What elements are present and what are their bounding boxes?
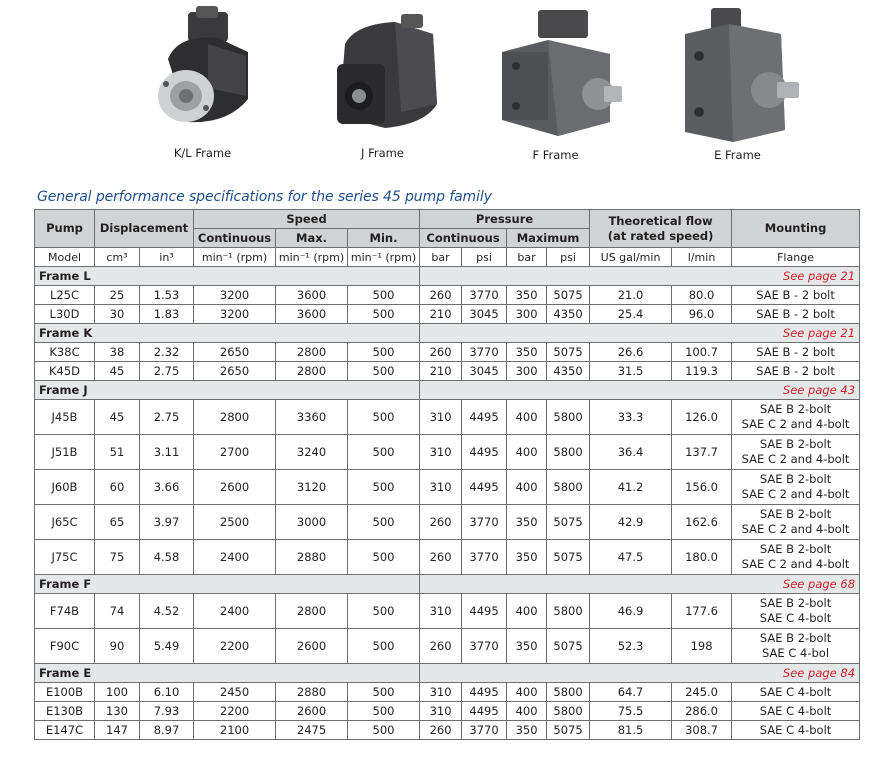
frame-row (35, 324, 860, 343)
cell-in3: 4.52 (140, 594, 194, 629)
cell-in3: 1.83 (140, 305, 194, 324)
cell-model: E130B (35, 702, 95, 721)
cell-gal: 25.4 (590, 305, 672, 324)
cell-psi2: 5800 (547, 470, 590, 505)
see-page-link[interactable]: See page 43 (420, 381, 860, 400)
cell-min: 500 (348, 362, 420, 381)
frame-row (35, 575, 860, 594)
cell-cont: 2650 (194, 362, 276, 381)
cell-bar2: 400 (507, 400, 547, 435)
flange-line: SAE C 4-bolt (759, 722, 832, 737)
unit-rpm-cont: min⁻¹ (rpm) (194, 248, 276, 267)
cell-bar2: 350 (507, 540, 547, 575)
cell-max: 3600 (276, 305, 348, 324)
header-flow-sub: (at rated speed) (607, 228, 714, 243)
cell-flange (732, 721, 860, 740)
cell-psi1: 3770 (462, 721, 507, 740)
header-speed-min: Min. (348, 229, 420, 248)
cell-flange (732, 343, 860, 362)
cell-gal: 64.7 (590, 683, 672, 702)
cell-l: 286.0 (672, 702, 732, 721)
cell-bar2: 400 (507, 470, 547, 505)
cell-cont: 2200 (194, 629, 276, 664)
cell-cm3: 74 (95, 594, 140, 629)
cell-min: 500 (348, 343, 420, 362)
unit-psi-cont: psi (462, 248, 507, 267)
table-row (35, 594, 860, 629)
pump-caption: J Frame (361, 146, 404, 160)
cell-cm3: 90 (95, 629, 140, 664)
cell-l: 100.7 (672, 343, 732, 362)
cell-psi2: 5800 (547, 435, 590, 470)
cell-bar2: 400 (507, 702, 547, 721)
cell-bar1: 310 (420, 683, 462, 702)
unit-flange: Flange (732, 248, 860, 267)
cell-min: 500 (348, 629, 420, 664)
cell-bar2: 400 (507, 594, 547, 629)
cell-gal: 52.3 (590, 629, 672, 664)
cell-cm3: 38 (95, 343, 140, 362)
flange-line: SAE B 2-bolt (759, 402, 832, 416)
cell-l: 180.0 (672, 540, 732, 575)
cell-cont: 3200 (194, 305, 276, 324)
cell-min: 500 (348, 400, 420, 435)
unit-rpm-max: min⁻¹ (rpm) (276, 248, 348, 267)
table-row (35, 435, 860, 470)
unit-psi-max: psi (547, 248, 590, 267)
cell-cont: 2600 (194, 470, 276, 505)
see-page-link[interactable]: See page 21 (420, 267, 860, 286)
cell-cm3: 30 (95, 305, 140, 324)
header-flow-title: Theoretical flow (608, 213, 713, 228)
cell-max: 2475 (276, 721, 348, 740)
flange-line: SAE B - 2 bolt (756, 306, 835, 321)
flange-line: SAE B 2-bolt (759, 472, 832, 486)
header-displacement: Displacement (95, 210, 194, 248)
cell-psi1: 4495 (462, 594, 507, 629)
header-speed-max: Max. (276, 229, 348, 248)
cell-cont: 2450 (194, 683, 276, 702)
cell-in3: 2.32 (140, 343, 194, 362)
cell-in3: 6.10 (140, 683, 194, 702)
cell-max: 2600 (276, 629, 348, 664)
cell-bar2: 350 (507, 629, 547, 664)
unit-usgal: US gal/min (590, 248, 672, 267)
flange-line: SAE C 2 and 4-bolt (741, 522, 850, 536)
cell-bar2: 300 (507, 362, 547, 381)
cell-gal: 36.4 (590, 435, 672, 470)
cell-cont: 2800 (194, 400, 276, 435)
cell-in3: 5.49 (140, 629, 194, 664)
frame-row (35, 664, 860, 683)
table-heading: General performance specifications for the series 45 pump family (37, 189, 492, 205)
cell-psi1: 4495 (462, 435, 507, 470)
cell-cont: 2500 (194, 505, 276, 540)
frame-name: Frame K (35, 324, 420, 343)
cell-max: 3120 (276, 470, 348, 505)
flange-line: SAE B 2-bolt (759, 542, 832, 556)
cell-min: 500 (348, 540, 420, 575)
cell-in3: 4.58 (140, 540, 194, 575)
cell-l: 126.0 (672, 400, 732, 435)
cell-bar2: 400 (507, 683, 547, 702)
cell-psi1: 4495 (462, 470, 507, 505)
frame-name: Frame E (35, 664, 420, 683)
cell-cont: 2650 (194, 343, 276, 362)
cell-psi2: 5075 (547, 343, 590, 362)
kl-frame-pump (140, 4, 265, 160)
cell-max: 2880 (276, 540, 348, 575)
cell-psi2: 5075 (547, 505, 590, 540)
cell-in3: 7.93 (140, 702, 194, 721)
cell-psi1: 3045 (462, 305, 507, 324)
cell-psi1: 3770 (462, 286, 507, 305)
cell-min: 500 (348, 470, 420, 505)
header-speed: Speed (194, 210, 420, 229)
flange-line: SAE B 2-bolt (759, 507, 832, 521)
cell-max: 2800 (276, 343, 348, 362)
cell-flange (732, 400, 860, 435)
frame-name: Frame F (35, 575, 420, 594)
header-pressure: Pressure (420, 210, 590, 229)
cell-gal: 41.2 (590, 470, 672, 505)
cell-flange (732, 629, 860, 664)
table-row (35, 629, 860, 664)
table-row (35, 540, 860, 575)
flange-line: SAE B - 2 bolt (756, 344, 835, 359)
pump-images-row (0, 0, 887, 185)
cell-bar1: 310 (420, 470, 462, 505)
frame-name: Frame L (35, 267, 420, 286)
cell-bar1: 260 (420, 505, 462, 540)
cell-psi2: 5800 (547, 683, 590, 702)
cell-model: L25C (35, 286, 95, 305)
cell-psi2: 5075 (547, 629, 590, 664)
cell-model: J45B (35, 400, 95, 435)
table-row (35, 470, 860, 505)
frame-row (35, 381, 860, 400)
table-row (35, 505, 860, 540)
cell-model: K45D (35, 362, 95, 381)
cell-cm3: 100 (95, 683, 140, 702)
cell-model: E100B (35, 683, 95, 702)
cell-cm3: 130 (95, 702, 140, 721)
cell-max: 2600 (276, 702, 348, 721)
cell-l: 119.3 (672, 362, 732, 381)
cell-l: 198 (672, 629, 732, 664)
pump-caption: E Frame (714, 148, 761, 162)
cell-l: 80.0 (672, 286, 732, 305)
cell-bar2: 350 (507, 343, 547, 362)
cell-min: 500 (348, 286, 420, 305)
see-page-link[interactable]: See page 68 (420, 575, 860, 594)
flange-line: SAE C 4-bolt (759, 611, 832, 625)
cell-l: 245.0 (672, 683, 732, 702)
unit-rpm-min: min⁻¹ (rpm) (348, 248, 420, 267)
f-frame-pump-icon (488, 4, 623, 146)
cell-model: J75C (35, 540, 95, 575)
cell-flange (732, 286, 860, 305)
cell-model: J65C (35, 505, 95, 540)
flange-line: SAE C 2 and 4-bolt (741, 487, 850, 501)
cell-gal: 75.5 (590, 702, 672, 721)
cell-max: 2800 (276, 594, 348, 629)
table-row (35, 286, 860, 305)
cell-in3: 8.97 (140, 721, 194, 740)
flange-line: SAE C 4-bol (762, 646, 830, 660)
table-row (35, 721, 860, 740)
cell-gal: 26.6 (590, 343, 672, 362)
cell-flange (732, 435, 860, 470)
cell-gal: 47.5 (590, 540, 672, 575)
cell-min: 500 (348, 721, 420, 740)
cell-psi1: 3770 (462, 505, 507, 540)
cell-flange (732, 305, 860, 324)
flange-line: SAE B 2-bolt (759, 437, 832, 451)
cell-cm3: 65 (95, 505, 140, 540)
flange-line: SAE C 2 and 4-bolt (741, 452, 850, 466)
cell-psi1: 3770 (462, 540, 507, 575)
cell-psi2: 5800 (547, 702, 590, 721)
cell-gal: 33.3 (590, 400, 672, 435)
table-row (35, 362, 860, 381)
unit-cm3: cm³ (95, 248, 140, 267)
cell-cm3: 60 (95, 470, 140, 505)
cell-cont: 2700 (194, 435, 276, 470)
cell-bar1: 260 (420, 540, 462, 575)
unit-bar-max: bar (507, 248, 547, 267)
pump-caption: F Frame (532, 148, 579, 162)
cell-flange (732, 505, 860, 540)
cell-flange (732, 702, 860, 721)
cell-bar2: 350 (507, 286, 547, 305)
cell-cm3: 45 (95, 362, 140, 381)
spec-table (34, 209, 860, 740)
cell-min: 500 (348, 305, 420, 324)
cell-cont: 3200 (194, 286, 276, 305)
cell-bar2: 400 (507, 435, 547, 470)
cell-model: J60B (35, 470, 95, 505)
cell-in3: 3.97 (140, 505, 194, 540)
cell-psi2: 5075 (547, 286, 590, 305)
flange-line: SAE B 2-bolt (759, 596, 832, 610)
cell-psi1: 3770 (462, 343, 507, 362)
table-row (35, 400, 860, 435)
flange-line: SAE B - 2 bolt (756, 287, 835, 302)
cell-bar1: 310 (420, 594, 462, 629)
e-frame-pump-icon (673, 4, 803, 146)
cell-in3: 2.75 (140, 362, 194, 381)
cell-model: F90C (35, 629, 95, 664)
cell-cont: 2100 (194, 721, 276, 740)
cell-psi2: 4350 (547, 305, 590, 324)
unit-lmin: l/min (672, 248, 732, 267)
cell-cm3: 75 (95, 540, 140, 575)
cell-l: 308.7 (672, 721, 732, 740)
header-pressure-maximum: Maximum (507, 229, 590, 248)
flange-line: SAE C 2 and 4-bolt (741, 557, 850, 571)
cell-in3: 2.75 (140, 400, 194, 435)
cell-max: 2880 (276, 683, 348, 702)
unit-model: Model (35, 248, 95, 267)
cell-gal: 46.9 (590, 594, 672, 629)
flange-line: SAE C 2 and 4-bolt (741, 417, 850, 431)
cell-psi1: 4495 (462, 702, 507, 721)
cell-min: 500 (348, 683, 420, 702)
cell-psi2: 5075 (547, 540, 590, 575)
cell-cm3: 147 (95, 721, 140, 740)
cell-flange (732, 362, 860, 381)
frame-row (35, 267, 860, 286)
table-row (35, 683, 860, 702)
cell-flange (732, 594, 860, 629)
cell-in3: 3.11 (140, 435, 194, 470)
cell-bar2: 300 (507, 305, 547, 324)
cell-l: 156.0 (672, 470, 732, 505)
cell-model: E147C (35, 721, 95, 740)
cell-psi1: 4495 (462, 683, 507, 702)
cell-gal: 42.9 (590, 505, 672, 540)
cell-cont: 2400 (194, 540, 276, 575)
see-page-link[interactable]: See page 21 (420, 324, 860, 343)
cell-model: J51B (35, 435, 95, 470)
cell-l: 96.0 (672, 305, 732, 324)
cell-psi2: 5075 (547, 721, 590, 740)
cell-cm3: 25 (95, 286, 140, 305)
cell-cont: 2200 (194, 702, 276, 721)
frame-name: Frame J (35, 381, 420, 400)
cell-in3: 1.53 (140, 286, 194, 305)
cell-max: 2800 (276, 362, 348, 381)
j-frame-pump-icon (315, 4, 450, 144)
header-pump: Pump (35, 210, 95, 248)
cell-bar1: 260 (420, 343, 462, 362)
cell-bar1: 310 (420, 435, 462, 470)
header-speed-continuous: Continuous (194, 229, 276, 248)
cell-flange (732, 683, 860, 702)
cell-bar1: 310 (420, 400, 462, 435)
cell-bar1: 210 (420, 362, 462, 381)
cell-l: 137.7 (672, 435, 732, 470)
cell-min: 500 (348, 505, 420, 540)
see-page-link[interactable]: See page 84 (420, 664, 860, 683)
cell-max: 3240 (276, 435, 348, 470)
cell-psi2: 5800 (547, 400, 590, 435)
cell-cont: 2400 (194, 594, 276, 629)
cell-psi2: 4350 (547, 362, 590, 381)
header-mounting: Mounting (732, 210, 860, 248)
cell-min: 500 (348, 435, 420, 470)
f-frame-pump (483, 4, 628, 162)
kl-frame-pump-icon (148, 4, 258, 144)
cell-bar2: 350 (507, 721, 547, 740)
table-row (35, 305, 860, 324)
cell-model: K38C (35, 343, 95, 362)
cell-in3: 3.66 (140, 470, 194, 505)
cell-gal: 81.5 (590, 721, 672, 740)
e-frame-pump (670, 4, 805, 162)
cell-psi1: 3045 (462, 362, 507, 381)
cell-psi1: 3770 (462, 629, 507, 664)
cell-model: F74B (35, 594, 95, 629)
flange-line: SAE B - 2 bolt (756, 363, 835, 378)
cell-bar1: 260 (420, 721, 462, 740)
cell-psi1: 4495 (462, 400, 507, 435)
table-row (35, 702, 860, 721)
flange-line: SAE C 4-bolt (759, 703, 832, 718)
pump-caption: K/L Frame (173, 146, 232, 160)
header-pressure-continuous: Continuous (420, 229, 507, 248)
header-flow (590, 210, 732, 248)
cell-l: 177.6 (672, 594, 732, 629)
table-row (35, 343, 860, 362)
cell-cm3: 51 (95, 435, 140, 470)
cell-flange (732, 470, 860, 505)
flange-line: SAE B 2-bolt (759, 631, 832, 645)
cell-bar1: 310 (420, 702, 462, 721)
cell-max: 3000 (276, 505, 348, 540)
cell-gal: 21.0 (590, 286, 672, 305)
spec-table-body (35, 267, 860, 740)
cell-model: L30D (35, 305, 95, 324)
cell-min: 500 (348, 702, 420, 721)
cell-bar1: 210 (420, 305, 462, 324)
cell-flange (732, 540, 860, 575)
cell-bar2: 350 (507, 505, 547, 540)
cell-gal: 31.5 (590, 362, 672, 381)
cell-max: 3600 (276, 286, 348, 305)
cell-bar1: 260 (420, 629, 462, 664)
cell-min: 500 (348, 594, 420, 629)
cell-bar1: 260 (420, 286, 462, 305)
flange-line: SAE C 4-bolt (759, 684, 832, 699)
cell-l: 162.6 (672, 505, 732, 540)
cell-psi2: 5800 (547, 594, 590, 629)
unit-bar-cont: bar (420, 248, 462, 267)
unit-in3: in³ (140, 248, 194, 267)
j-frame-pump (310, 4, 455, 160)
cell-cm3: 45 (95, 400, 140, 435)
cell-max: 3360 (276, 400, 348, 435)
